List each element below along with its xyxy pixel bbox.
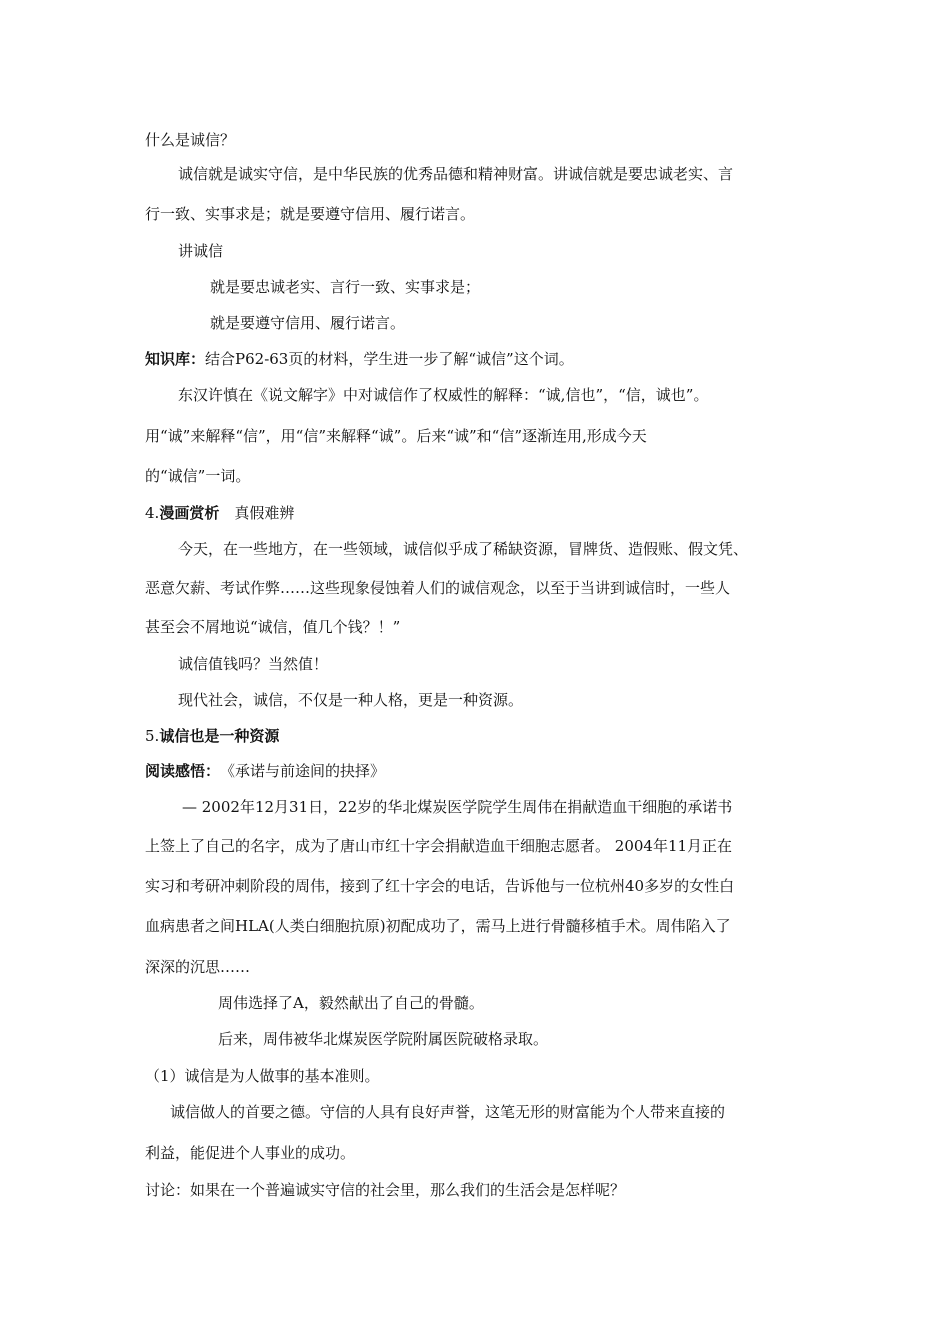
- section-4-title: 漫画赏析: [159, 504, 220, 522]
- principle-paragraph-line-1: 诚信做人的首要之德。守信的人具有良好声誉，这笔无形的财富能为个人带来直接的: [170, 1103, 726, 1121]
- choice-line: 周伟选择了A，毅然献出了自己的骨髓。: [218, 994, 484, 1012]
- list-heading-integrity: 讲诚信: [178, 242, 224, 260]
- knowledge-base-heading: 知识库：: [145, 350, 206, 368]
- section-4-number: 4.: [145, 504, 160, 522]
- shuowen-paragraph-line-1: 东汉许慎在《说文解字》中对诚信作了权威性的解释：“诚,信也”，“信，诚也”。: [178, 386, 709, 404]
- story-paragraph-line-5: 深深的沉思……: [145, 958, 251, 976]
- value-question-line: 诚信值钱吗？当然值！: [178, 655, 329, 673]
- story-paragraph-line-2: 上签上了自己的名字，成为了唐山市红十字会捐献造血干细胞志愿者。 2004年11月正在: [145, 837, 733, 855]
- outcome-line: 后来，周伟被华北煤炭医学院附属医院破格录取。: [218, 1030, 549, 1048]
- section-5-number: 5.: [145, 727, 160, 745]
- reading-title: 《承诺与前途间的抉择》: [212, 762, 386, 780]
- story-paragraph-line-3: 实习和考研冲刺阶段的周伟，接到了红十字会的电话，告诉他与一位杭州40多岁的女性白: [145, 877, 735, 895]
- definition-paragraph-line-2: 行一致、实事求是；就是要遵守信用、履行诺言。: [145, 205, 476, 223]
- story-paragraph-line-1: — 2002年12月31日，22岁的华北煤炭医学院学生周伟在捐献造血干细胞的承诺书: [182, 798, 733, 816]
- cartoon-paragraph-line-2: 恶意欠薪、考试作弊……这些现象侵蚀着人们的诚信观念，以至于当讲到诚信时，一些人: [145, 579, 731, 597]
- list-item-2: 就是要遵守信用、履行诺言。: [210, 314, 406, 332]
- reading-line: [145, 761, 385, 781]
- knowledge-base-line: [145, 349, 574, 369]
- question-what-is-integrity: 什么是诚信？: [145, 131, 236, 149]
- knowledge-base-text: 结合P62-63页的材料，学生进一步了解“诚信”这个词。: [205, 350, 574, 368]
- section-4-heading: [145, 503, 294, 523]
- principle-heading: （1）诚信是为人做事的基本准则。: [145, 1067, 380, 1085]
- story-paragraph-line-4: 血病患者之间HLA(人类白细胞抗原)初配成功了，需马上进行骨髓移植手术。周伟陷入了: [145, 917, 731, 935]
- section-5-heading: [145, 726, 279, 746]
- section-5-title: 诚信也是一种资源: [159, 727, 280, 745]
- cartoon-paragraph-line-1: 今天，在一些地方，在一些领域，诚信似乎成了稀缺资源，冒牌货、造假账、假文凭、: [178, 540, 749, 558]
- resource-statement-line: 现代社会，诚信，不仅是一种人格，更是一种资源。: [178, 691, 524, 709]
- definition-paragraph-line-1: 诚信就是诚实守信，是中华民族的优秀品德和精神财富。讲诚信就是要忠诚老实、言: [178, 165, 734, 183]
- discussion-line: 讨论：如果在一个普遍诚实守信的社会里，那么我们的生活会是怎样呢？: [145, 1181, 626, 1199]
- cartoon-paragraph-line-3: 甚至会不屑地说“诚信，值几个钱？！”: [145, 618, 401, 636]
- principle-paragraph-line-2: 利益，能促进个人事业的成功。: [145, 1144, 356, 1162]
- section-4-subtitle: 真假难辨: [219, 504, 295, 522]
- shuowen-paragraph-line-2: 用“诚”来解释“信”，用“信”来解释“诚”。后来“诚”和“信”逐渐连用,形成今天: [145, 427, 647, 445]
- shuowen-paragraph-line-3: 的“诚信”一词。: [145, 467, 251, 485]
- list-item-1: 就是要忠诚老实、言行一致、实事求是；: [210, 278, 481, 296]
- reading-heading: 阅读感悟：: [145, 762, 213, 780]
